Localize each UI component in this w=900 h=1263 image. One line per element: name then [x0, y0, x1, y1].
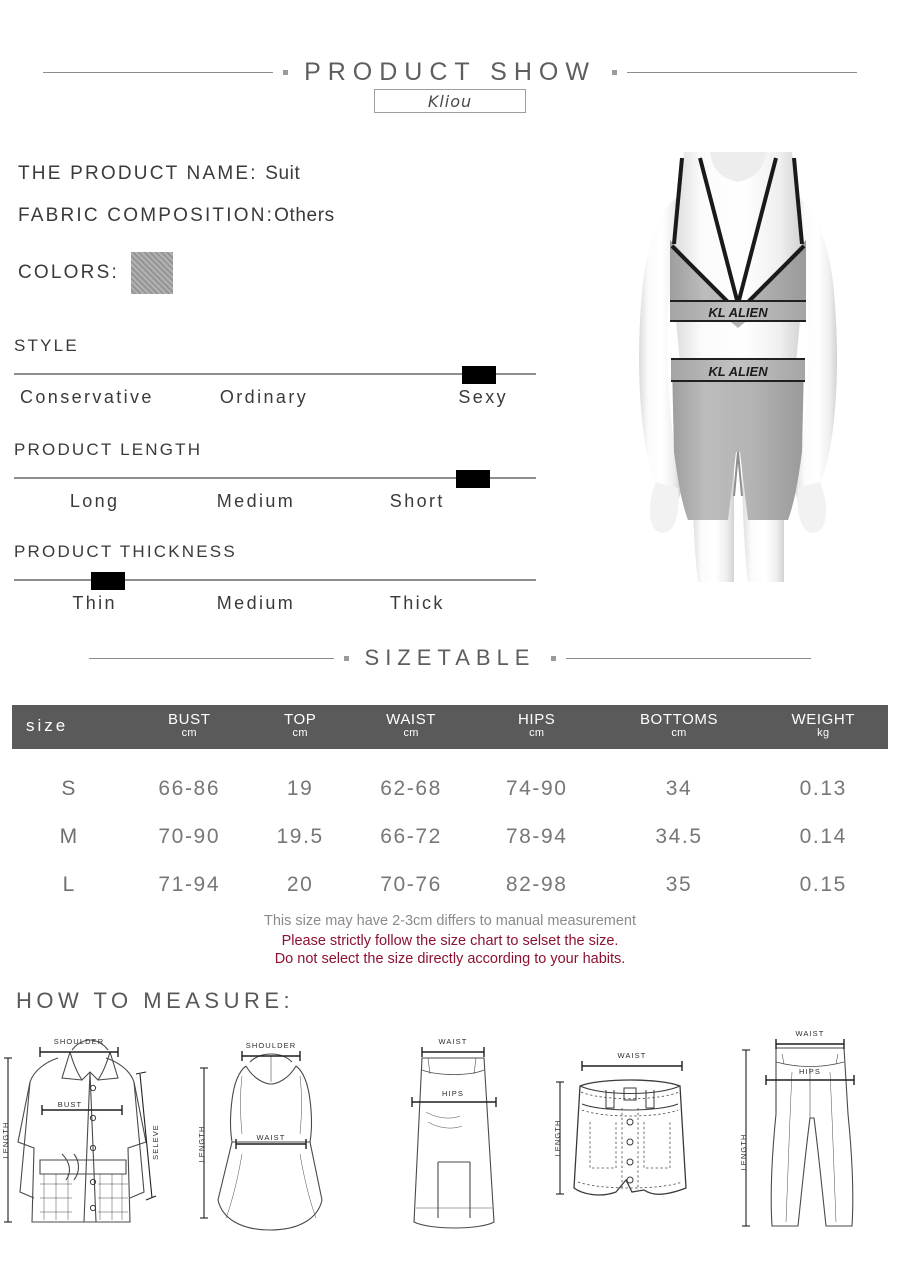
brand-name: Kliou: [427, 91, 473, 111]
size-notes: [0, 912, 900, 968]
measure-figure-skirt: [360, 1022, 540, 1263]
svg-text:LENGTH: LENGTH: [1, 1121, 10, 1159]
cell-bottoms: 35: [665, 873, 693, 897]
table-row: [12, 749, 888, 813]
cell-size: L: [62, 873, 76, 897]
svg-text:BUST: BUST: [57, 1100, 83, 1109]
thickness-slider-marker[interactable]: [91, 572, 125, 590]
style-slider-ticks: [14, 387, 536, 408]
thickness-slider-group: [14, 542, 536, 614]
thickness-option-1[interactable]: Medium: [216, 593, 296, 613]
cell-waist: 70-76: [380, 873, 442, 897]
length-slider-marker[interactable]: [456, 470, 490, 488]
style-option-0[interactable]: Conservative: [20, 387, 154, 407]
thickness-slider-title: PRODUCT THICKNESS: [14, 542, 237, 561]
size-warning-line-2: Do not select the size directly according to your habits.: [274, 950, 626, 967]
colors-row: [18, 262, 119, 284]
thickness-slider-ticks: [14, 593, 536, 614]
svg-text:LENGTH: LENGTH: [553, 1119, 562, 1157]
style-option-1[interactable]: Ordinary: [219, 387, 309, 407]
column-header-top: TOP cm: [283, 711, 317, 740]
sizetable-rule-right: [566, 658, 811, 659]
skirt-diagram-icon: [360, 1022, 540, 1263]
svg-text:SELEVE: SELEVE: [151, 1124, 160, 1160]
style-slider-group: [14, 336, 536, 408]
thickness-option-0[interactable]: Thin: [72, 593, 117, 613]
svg-text:HIPS: HIPS: [799, 1067, 821, 1076]
cell-weight: 0.14: [799, 825, 847, 849]
measure-figure-shirt: [0, 1022, 180, 1263]
column-header-waist: WAIST cm: [386, 711, 437, 740]
page-title: PRODUCT SHOW: [304, 58, 596, 86]
product-name-value: Suit: [265, 163, 301, 184]
cell-top: 20: [286, 873, 314, 897]
length-option-1[interactable]: Medium: [216, 491, 296, 511]
svg-text:WAIST: WAIST: [438, 1037, 468, 1046]
column-header-weight: WEIGHT kg: [791, 711, 856, 740]
cell-size: S: [61, 777, 78, 801]
cell-top: 19.5: [276, 825, 324, 849]
column-header-hips: HIPS cm: [518, 711, 556, 740]
cell-hips: 82-98: [505, 873, 568, 897]
how-to-measure-figures: [0, 1022, 900, 1263]
shorts-diagram-icon: [540, 1022, 720, 1263]
size-warning-line-1: Please strictly follow the size chart to selset the size.: [281, 932, 619, 949]
measure-figure-shorts: [540, 1022, 720, 1263]
fabric-composition-value: Others: [274, 205, 335, 226]
cell-hips: 78-94: [505, 825, 568, 849]
svg-text:LENGTH: LENGTH: [197, 1125, 206, 1163]
column-header-bust: BUST cm: [168, 711, 211, 740]
fabric-composition-label: FABRIC COMPOSITION:: [18, 205, 275, 226]
brand-logo-box: [374, 89, 526, 113]
style-option-2[interactable]: Sexy: [458, 387, 509, 407]
pants-diagram-icon: [720, 1022, 900, 1263]
heading-rule-right: [627, 72, 857, 73]
table-row: [12, 813, 888, 861]
style-slider-title: STYLE: [14, 336, 79, 355]
dress-diagram-icon: [180, 1022, 360, 1263]
length-slider-track[interactable]: [14, 469, 536, 485]
sizetable-heading: [0, 645, 900, 671]
color-swatch-grey[interactable]: [131, 252, 173, 294]
sizetable-title: SIZETABLE: [364, 645, 536, 670]
table-row: [12, 861, 888, 909]
thickness-option-2[interactable]: Thick: [389, 593, 445, 613]
measurement-tolerance-note: This size may have 2-3cm differs to manual measurement: [263, 913, 637, 929]
svg-text:LENGTH: LENGTH: [739, 1133, 748, 1171]
length-slider-title: PRODUCT LENGTH: [14, 440, 203, 459]
cell-bust: 66-86: [158, 777, 221, 801]
cell-hips: 74-90: [505, 777, 568, 801]
thickness-slider-track[interactable]: [14, 571, 536, 587]
measure-figure-dress: [180, 1022, 360, 1263]
sizetable-square-right-icon: [551, 656, 556, 661]
svg-text:WAIST: WAIST: [795, 1029, 825, 1038]
sizetable-square-left-icon: [344, 656, 349, 661]
size-table: [12, 705, 888, 909]
heading-rule-left: [43, 72, 273, 73]
cell-top: 19: [286, 777, 314, 801]
cell-bottoms: 34: [665, 777, 693, 801]
style-slider-track[interactable]: [14, 365, 536, 381]
heading-square-right-icon: [612, 70, 617, 75]
colors-label: COLORS:: [18, 262, 119, 283]
size-table-body: [12, 749, 888, 909]
length-slider-group: [14, 440, 536, 512]
product-name-row: [18, 163, 300, 185]
how-to-measure-title: HOW TO MEASURE:: [16, 988, 295, 1013]
svg-text:WAIST: WAIST: [256, 1133, 286, 1142]
cell-waist: 62-68: [380, 777, 442, 801]
product-name-label: THE PRODUCT NAME:: [18, 163, 258, 184]
length-option-2[interactable]: Short: [389, 491, 445, 511]
cell-bottoms: 34.5: [655, 825, 703, 849]
svg-text:SHOULDER: SHOULDER: [245, 1041, 297, 1050]
svg-text:WAIST: WAIST: [617, 1051, 647, 1060]
measure-figure-pants: [720, 1022, 900, 1263]
size-table-header-row: [12, 705, 888, 749]
bra-band-text: KL ALIEN: [708, 305, 768, 320]
svg-text:HIPS: HIPS: [442, 1089, 464, 1098]
shorts-band-text: KL ALIEN: [708, 364, 768, 379]
cell-waist: 66-72: [380, 825, 442, 849]
style-slider-marker[interactable]: [462, 366, 496, 384]
cell-weight: 0.15: [799, 873, 847, 897]
length-slider-ticks: [14, 491, 536, 512]
sizetable-rule-left: [89, 658, 334, 659]
cell-weight: 0.13: [799, 777, 847, 801]
cell-bust: 70-90: [158, 825, 221, 849]
shirt-diagram-icon: [0, 1022, 180, 1263]
column-header-size: size: [26, 715, 69, 735]
cell-size: M: [59, 825, 79, 849]
size-table-head: [12, 705, 888, 749]
column-header-bottoms: BOTTOMS cm: [639, 711, 719, 740]
svg-text:SHOULDER: SHOULDER: [53, 1037, 105, 1046]
fabric-composition-row: [18, 205, 335, 227]
length-option-0[interactable]: Long: [69, 491, 120, 511]
heading-square-left-icon: [283, 70, 288, 75]
product-photo-illustration: [588, 152, 888, 622]
cell-bust: 71-94: [158, 873, 221, 897]
product-photo: [588, 152, 888, 622]
style-track-bar: [14, 373, 536, 375]
product-show-heading: [0, 58, 900, 87]
